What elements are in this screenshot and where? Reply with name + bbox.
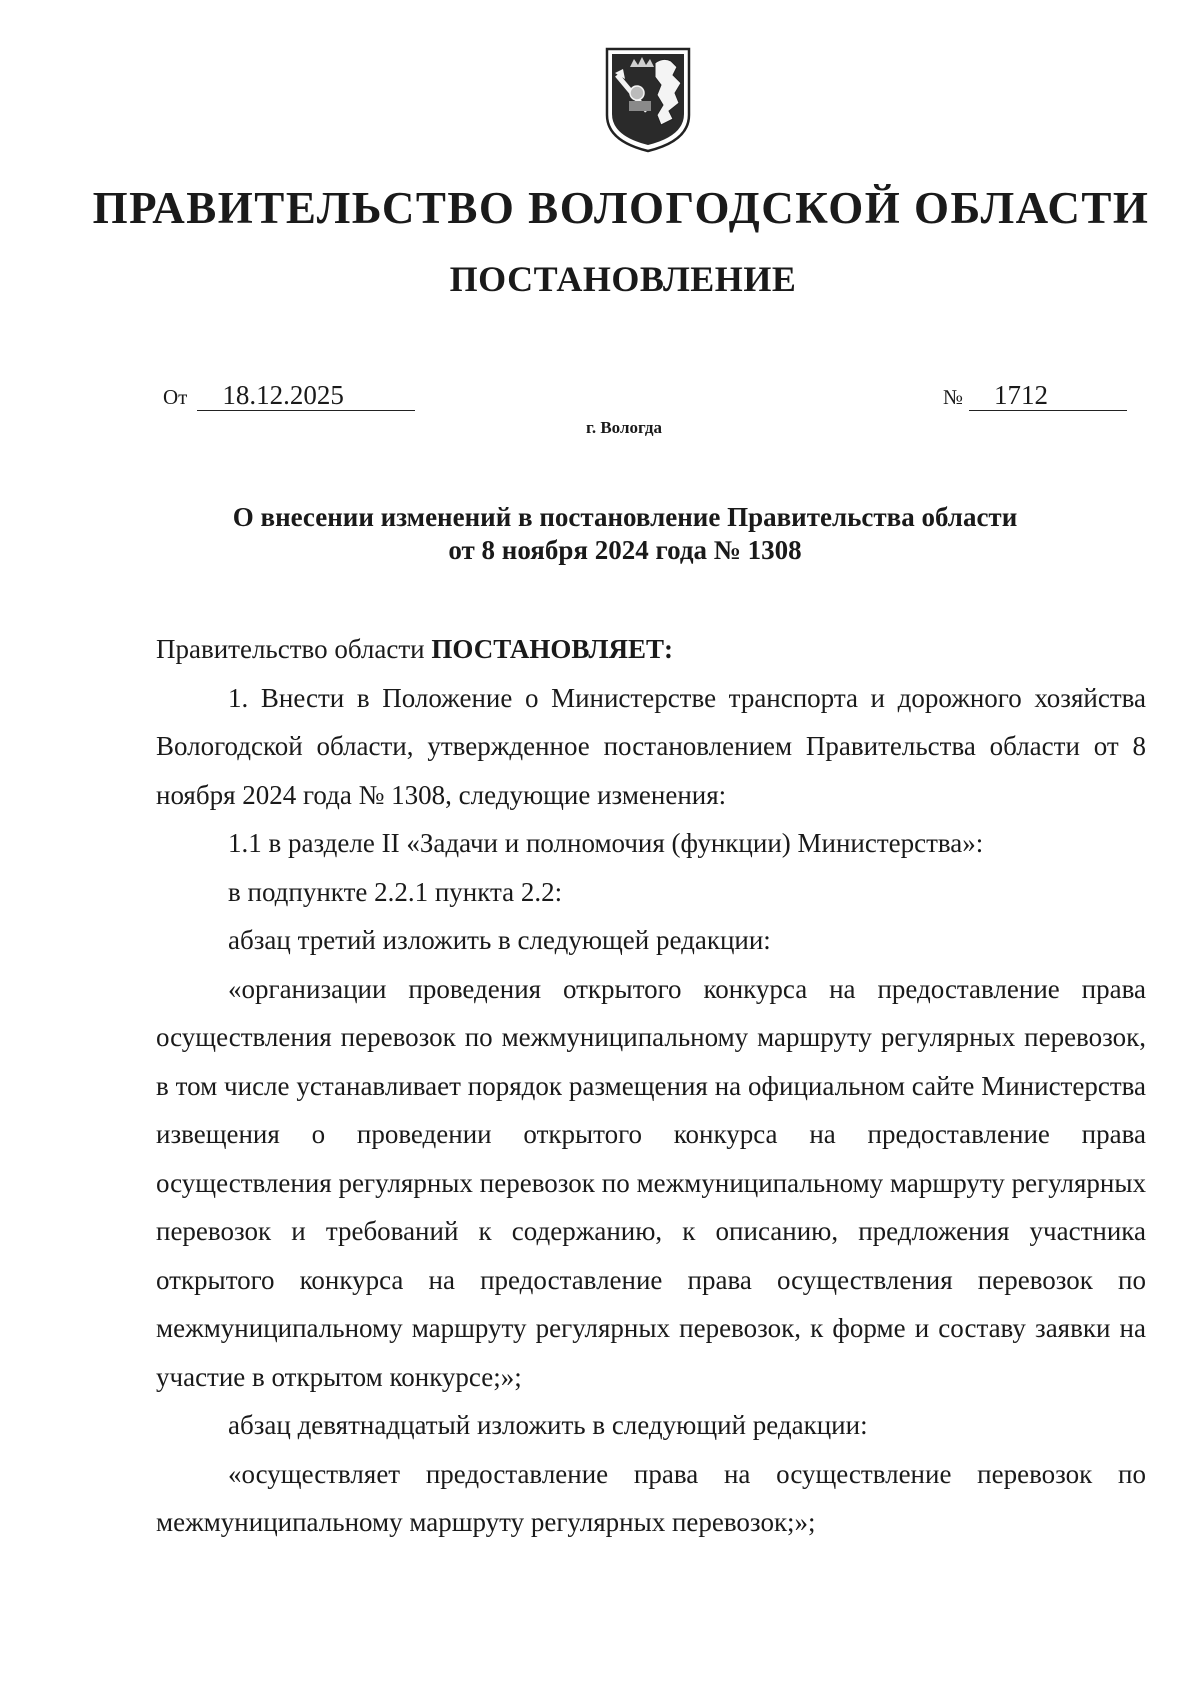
- body-paragraph: абзац третий изложить в следующей редакции:: [228, 925, 771, 955]
- body-paragraph: 1. Внести в Положение о Министерстве транспорта и дорожного хозяйства Вологодской области, утвержденное постановлением Правительства области от 8 ноября 2024 года № 1308, следующие изменения:: [156, 682, 1146, 810]
- body-paragraph: абзац девятнадцатый изложить в следующий редакции:: [228, 1410, 868, 1440]
- body-paragraph: в подпункте 2.2.1 пункта 2.2:: [228, 876, 563, 907]
- lead-text: Правительство области: [156, 634, 432, 664]
- document-type: ПОСТАНОВЛЕНИЕ: [449, 259, 797, 299]
- body-paragraph: «осуществляет предоставление права на осуществление перевозок по межмуниципальному маршруту регулярных перевозок;»;: [156, 1458, 1146, 1537]
- date-prefix: От: [163, 385, 188, 409]
- body-paragraph: 1.1 в разделе II «Задачи и полномочия (функции) Министерства»:: [228, 828, 984, 858]
- subject-line-2: от 8 ноября 2024 года № 1308: [448, 535, 802, 565]
- vologda-oblast-coat-of-arms-icon: [603, 45, 693, 155]
- document-number: [943, 380, 1127, 411]
- number-value: 1712: [969, 380, 1127, 411]
- number-sign: №: [943, 385, 964, 409]
- resolution-lead: [156, 625, 1146, 674]
- subject-line-1: О внесении изменений в постановление Правительства области: [232, 502, 1018, 532]
- lead-keyword: ПОСТАНОВЛЯЕТ:: [431, 634, 673, 664]
- organization-title: ПРАВИТЕЛЬСТВО ВОЛОГОДСКОЙ ОБЛАСТИ: [92, 183, 1150, 233]
- document-subject: [0, 501, 1200, 567]
- document-body: [156, 625, 1146, 1547]
- body-paragraph: «организации проведения открытого конкурса на предоставление права осуществления перевозок по межмуниципальному маршруту регулярных перевозок, в том числе устанавливает порядок размещения на официальном сайте Министерства извещения о проведении открытого конкурса на предоставление права осуществления регулярных перевозок по межмуниципальному маршруту регулярных перевозок и требований к содержанию, к описанию, предложения участника открытого конкурса на предоставление права осуществления перевозок по межмуниципальному маршруту регулярных перевозок, к форме и составу заявки на участие в открытом конкурсе;»;: [156, 973, 1146, 1392]
- document-date: [163, 380, 415, 411]
- date-value: 18.12.2025: [197, 380, 415, 411]
- city-label: г. Вологда: [586, 418, 662, 437]
